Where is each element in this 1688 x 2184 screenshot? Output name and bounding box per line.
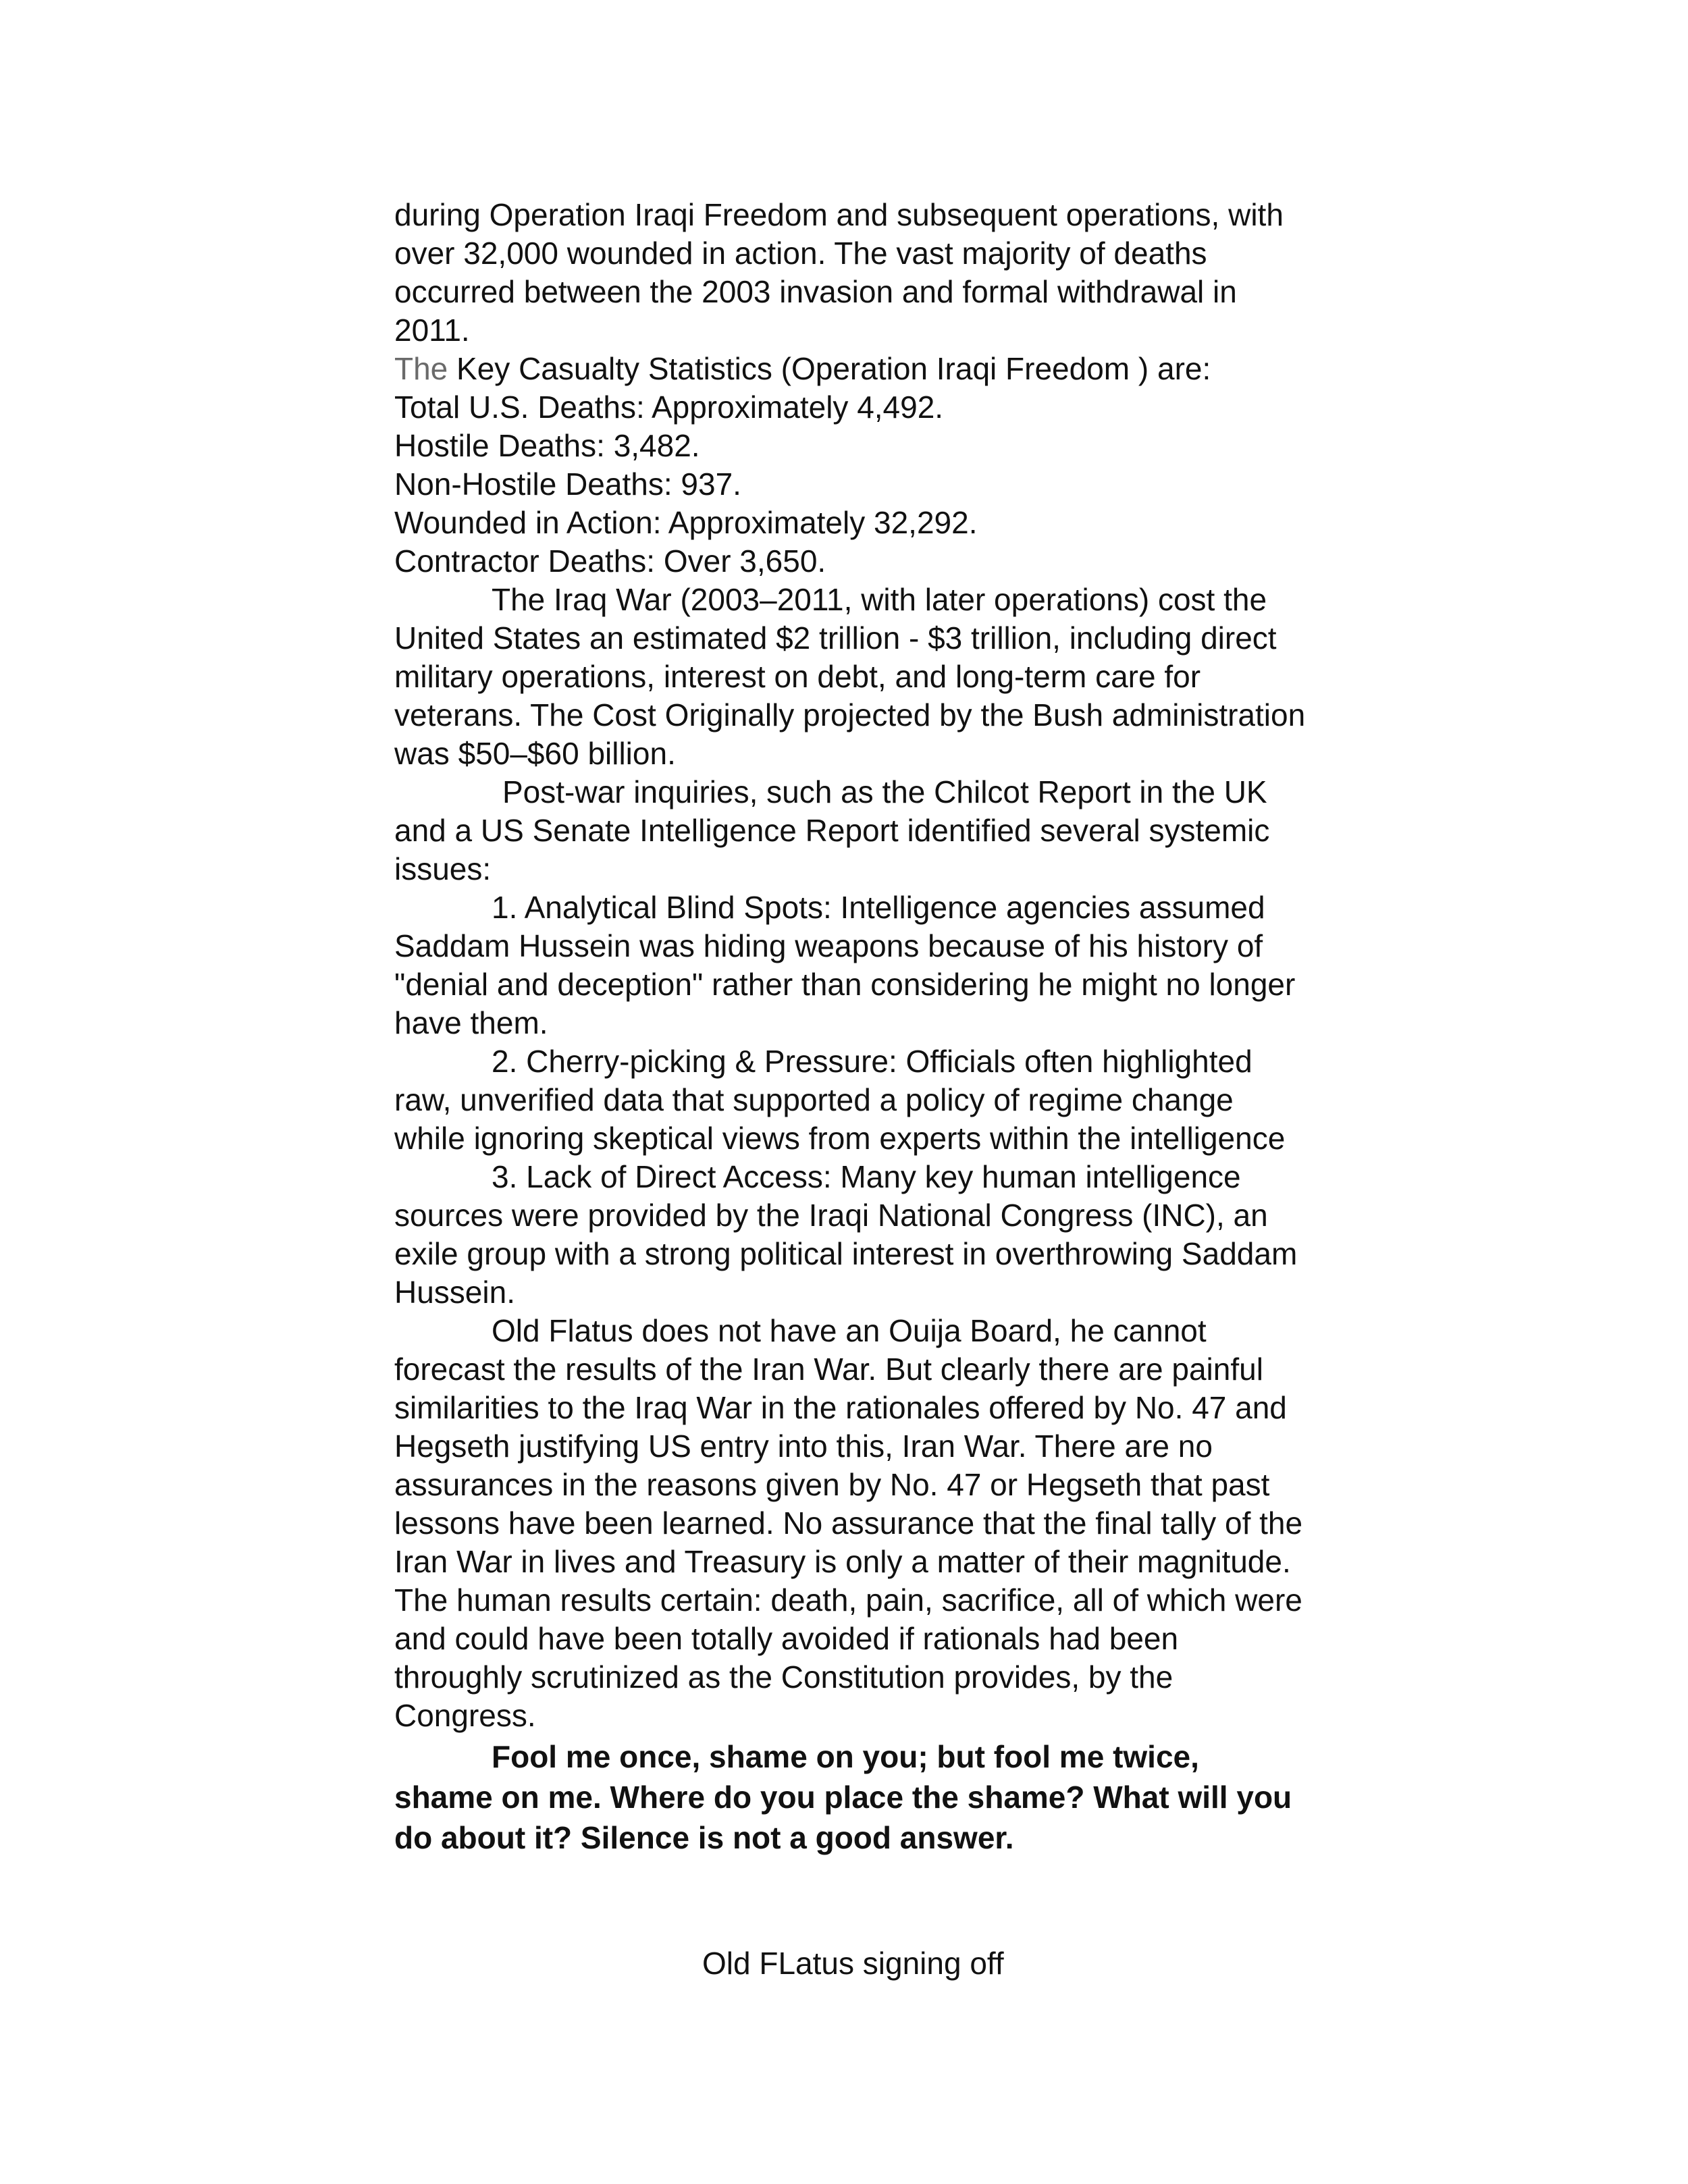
issue-item-lack-of-access: 3. Lack of Direct Access: Many key human intelligence sources were provided by the Iraqi National Congress (INC), an exile group with a strong political interest in overthrowing Saddam Hussein.: [394, 1159, 1298, 1310]
cost-paragraph: The Iraq War (2003–2011, with later operations) cost the United States an estimated $2 trillion - $3 trillion, including direct military operations, interest on debt, and long-term care for veterans. The Cost Originally projected by the Bush administration was $50–$60 billion.: [394, 582, 1306, 771]
stat-hostile-deaths: Hostile Deaths: 3,482.: [394, 428, 700, 463]
intro-paragraph: during Operation Iraqi Freedom and subsequent operations, with over 32,000 wounded in action. The vast majority of deaths occurred between the 2003 invasion and formal withdrawal in 2011.: [394, 197, 1284, 348]
stat-wounded: Wounded in Action: Approximately 32,292.: [394, 505, 978, 540]
inquiries-paragraph: Post-war inquiries, such as the Chilcot Report in the UK and a US Senate Intelligence Report identified several systemic issues:: [394, 774, 1270, 886]
stat-total-deaths: Total U.S. Deaths: Approximately 4,492.: [394, 390, 944, 425]
stat-non-hostile-deaths: Non-Hostile Deaths: 937.: [394, 467, 741, 502]
document-body: [394, 196, 1306, 1858]
issue-item-analytical-blind-spots: 1. Analytical Blind Spots: Intelligence agencies assumed Saddam Hussein was hiding weapons because of his history of "denial and deception" rather than considering he might no longer have them.: [394, 890, 1296, 1040]
stats-heading: Key Casualty Statistics (Operation Iraqi Freedom ) are:: [448, 351, 1211, 386]
stats-heading-line: [394, 350, 1306, 388]
stat-contractor-deaths: Contractor Deaths: Over 3,650.: [394, 543, 826, 579]
ouija-paragraph: Old Flatus does not have an Ouija Board, he cannot forecast the results of the Iran War. But clearly there are painful similarities to the Iraq War in the rationales offered by No. 47 and Hegseth justifying US entry into this, Iran War. There are no assurances in the reasons given by No. 47 or Hegseth that past lessons have been learned. No assurance that the final tally of the Iran War in lives and Treasury is only a matter of their magnitude. The human results certain: death, pain, sacrifice, all of which were and could have been totally avoided if rationals had been throughly scrutinized as the Constitution provides, by the Congress.: [394, 1313, 1303, 1733]
closing-bold-paragraph: Fool me once, shame on you; but fool me twice, shame on me. Where do you place the shame? What will you do about it? Silence is not a good answer.: [394, 1739, 1292, 1855]
issue-item-cherry-picking: 2. Cherry-picking & Pressure: Officials often highlighted raw, unverified data that supported a policy of regime change while ignoring skeptical views from experts within the intelligence: [394, 1044, 1286, 1156]
stats-heading-prefix: The: [394, 351, 448, 386]
signoff-line: Old FLatus signing off: [702, 1946, 1004, 1981]
